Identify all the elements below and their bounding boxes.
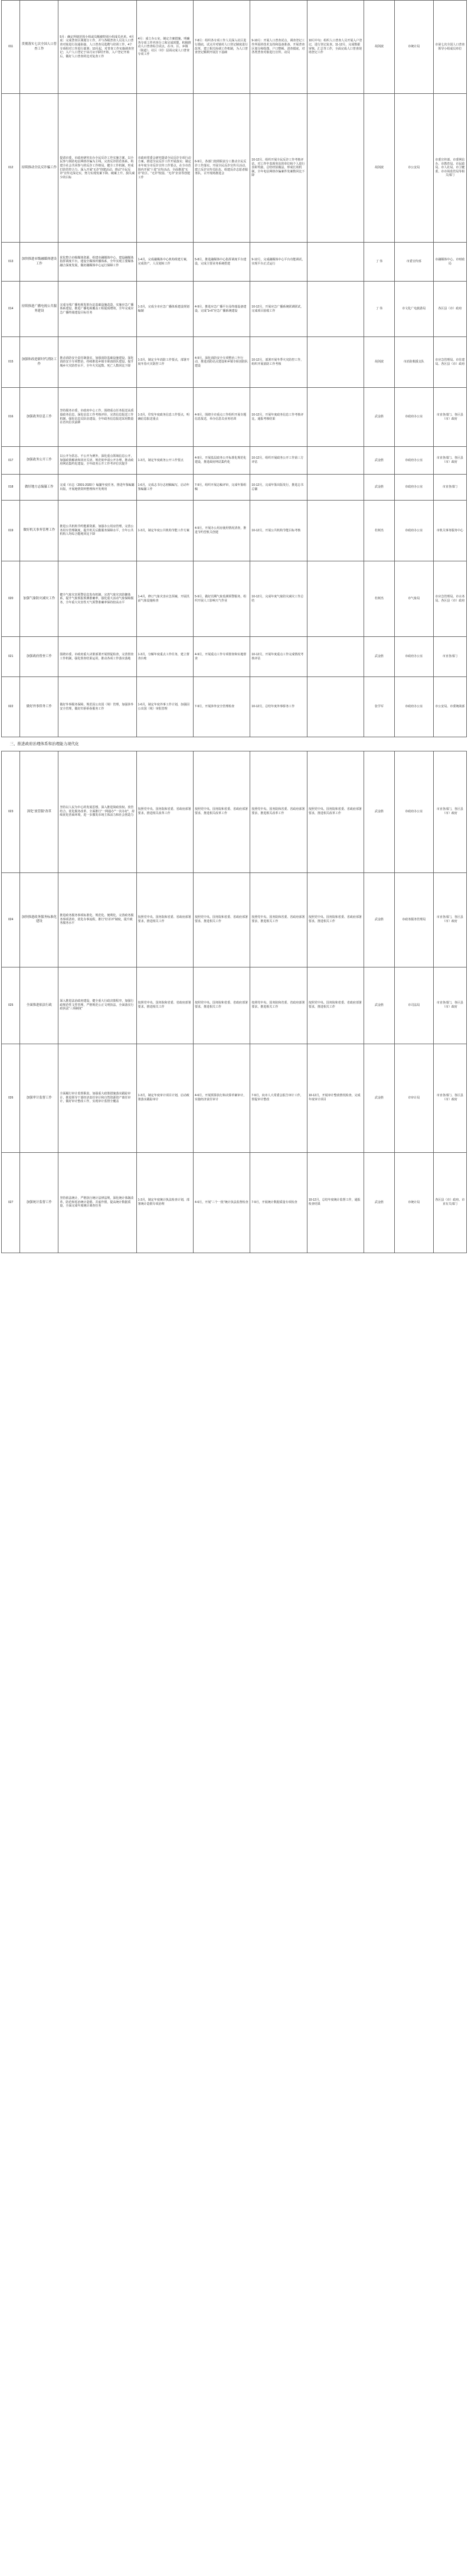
quarter-step-2: 6-9月，各部门按照职责分工推动全民反诈工作落实。开展全民反诈宣传月活动，建立反诈宣传员队伍，组建反诈志愿者服务队，召开现场推进会 [194, 94, 250, 243]
table-row [2, 561, 467, 637]
responsible-leader: 胡剑波 [364, 1, 395, 94]
row-number: 017 [2, 447, 20, 475]
row-number: 025 [2, 967, 20, 1044]
responsible-leader: 胡剑波 [364, 337, 395, 388]
quarter-step-1: 4月：成立办公室，制定方案措施，明确各专项工作内容分工和完成时限，积极推动人口普查综合试点，在市、区、乡镇（街道）、社区（村）层面完成人口普查专项工作 [136, 1, 193, 94]
quarter-step-3: 10-12月，开展公共机构节能目标考核 [250, 501, 307, 561]
quarter-step-1: 1-3月，制定年度统计执法检查计划，部署统计造假专项治理 [136, 1152, 193, 1253]
responsible-leader: 胡剑波 [364, 94, 395, 243]
section-row [2, 737, 467, 751]
task-title: 加强政务信息工作 [20, 388, 58, 447]
table-row [2, 243, 467, 282]
lead-unit: 市气象局 [394, 561, 433, 637]
task-title: 加快推进市级融媒体建设工作 [20, 243, 58, 282]
table-row [2, 475, 467, 501]
section-heading: 三、推进政府治理体系和治理能力现代化 [9, 742, 79, 746]
quarter-step-4 [307, 637, 364, 677]
quarter-step-3: 按照党中央、国务院和省委、省政府部署要求，推进相关工作 [250, 967, 307, 1044]
quarter-step-2: 4-9月，开展基层政务公开标准化规范化建设，推进政府网站集约化 [194, 447, 250, 475]
quarter-step-3: 10-12月，总结年度外事侨务工作 [250, 677, 307, 737]
cooperating-units: 市委宣传部、市委网信办、市教育局、市民政局、市人社局、市卫健委、市市场监管局等相关部门 [433, 94, 466, 243]
quarter-step-3: 10-12月，组织开展政务公开工作第三方评估 [250, 447, 307, 475]
task-title: 持续推动全民反诈骗工作 [20, 94, 58, 243]
lead-unit: 市文化广电旅游局 [394, 282, 433, 337]
cooperating-units: 市直各部门 [433, 637, 466, 677]
quarter-step-1: 1-3月，印发年度政务信息工作要点，明确信息报送重点 [136, 388, 193, 447]
quarter-step-4: 按照党中央、国务院和省委、省政府部署要求，推进相关工作 [307, 967, 364, 1044]
quarter-step-2: 4-6月，开展“三个一批”统计执法监督检查 [194, 1152, 250, 1253]
table-row [2, 677, 467, 737]
lead-unit: 市政府办公室 [394, 447, 433, 475]
quarter-step-2: 4-9月，深化消防安全专项整治三年行动，推进消防站点建设和乡镇专职消防队建设 [194, 337, 250, 388]
quarter-step-3: 10-12月，完成年度气象防灾减灾工作总结 [250, 561, 307, 637]
responsible-leader: 了 伟 [364, 243, 395, 282]
task-title: 加强和改进新时代消防工作 [20, 337, 58, 388]
table-row [2, 388, 467, 447]
task-title: 加快推进政务服务标准化建设 [20, 872, 58, 967]
quarter-step-4 [307, 388, 364, 447]
task-content: 提请市委、市政府研究出台全民反诈工作实施方案，以全民参与预防电信网络诈骗为主线，完善反诈防范体系，构建全社会共同参与的反诈工作格局，健全工作机制，形成打防管控合力，深入开展“无诈”创建活动，推动“全民反诈”宣传走深走实，努力实现发案下降、破案上升、损失减少的目标 [58, 94, 136, 243]
responsible-leader: 武金胜 [364, 872, 395, 967]
cooperating-units: 市直各部门 [433, 475, 466, 501]
responsible-leader: 张学军 [364, 677, 395, 737]
quarter-step-1: 按照党中央、国务院和省委、省政府部署要求，推进相关工作 [136, 967, 193, 1044]
task-content: 坚持以人民为中心的发展思想，深入推进简政放权、放管结合、优化服务改革，全面推行“一网通办”“一次办好”，持续优化营商环境，进一步激发市场主体活力和社会创造力 [58, 751, 136, 872]
quarter-step-1: 1-6月，完成志书分志初稿编写，启动年鉴编纂工作 [136, 475, 193, 501]
quarter-step-2: 4-9月，围绕全市重点工作组织开展专题信息报送，举办信息员业务培训 [194, 388, 250, 447]
quarter-step-2: 5-9月，做好汛期气象监测预警服务，组织开展人工影响天气作业 [194, 561, 250, 637]
responsible-leader: 杜树杰 [364, 501, 395, 561]
responsible-leader: 武金胜 [364, 1044, 395, 1152]
quarter-step-2: 7-9月，组织开展志稿评审，完成年鉴组稿 [194, 475, 250, 501]
cooperating-units: 市直各部门，各区县（市）政府 [433, 872, 466, 967]
quarter-step-3: 10-12月，组织开展全民反诈工作考核评估，对工作中表现突出的单位和个人进行表彰奖励，总结经验做法，形成长效机制，全年电信网络诈骗案件发案数同比下降 [250, 94, 307, 243]
lead-unit: 市统计局 [394, 1152, 433, 1253]
table-row [2, 501, 467, 561]
cooperating-units: 市机关事务服务中心 [433, 501, 466, 561]
responsible-leader: 武金胜 [364, 967, 395, 1044]
quarter-step-3: 10-12月，开展年度政务信息工作考核评比，通报考核结果 [250, 388, 307, 447]
row-number: 015 [2, 337, 20, 388]
quarter-step-3: 10-12月，开展年度重点工作完成情况考核评估 [250, 637, 307, 677]
quarter-step-1: 1-3月，制定年度政务公开工作要点 [136, 447, 193, 475]
task-content: 坚持服务市委、市政府中心工作，围绕重点任务报送高质量政务信息，深化信息工作考核评价，完善信息报送工作机制，强化信息员队伍建设，全年政务信息报送采用数量在省内位次前移 [58, 388, 136, 447]
lead-unit: 市统计局 [394, 1, 433, 94]
table-row [2, 447, 467, 475]
quarter-step-4 [307, 447, 364, 475]
task-title: 加强政务公开工作 [20, 447, 58, 475]
lead-unit: 市政府办公室 [394, 475, 433, 501]
responsible-leader: 武金胜 [364, 475, 395, 501]
quarter-step-1: 1-6月，制定年度外事工作计划，加强因公出国（境）审批管理 [136, 677, 193, 737]
lead-unit: 市消防救援支队 [394, 337, 433, 388]
table-row [2, 94, 467, 243]
responsible-leader: 武金胜 [364, 637, 395, 677]
quarter-step-4: 10月中旬：组织人口普查人员开展入户登记，进行登记复查。11-12月，完成数据审核、汇总等工作，全面完成人口普查现场登记工作 [307, 1, 364, 94]
task-content: 5月：确定所辖范围小组或员额被特别小组成员名单。4月底：完成普查区域划分工作，并与各级普查人员及人口普查对象进行沟通衔接、人口普查员选聘与培训工作，4个专项组对工作进行部署；10月起，对普查工作实施调查登记；入户人口登记于11月1日零时开始，入户登记开始后，做好人口普查的比对复查工作 [58, 1, 136, 94]
quarter-step-2: 7-9月，开展涉外安全管理检查 [194, 677, 250, 737]
row-number: 024 [2, 872, 20, 967]
table-row [2, 967, 467, 1044]
task-content: 以公开为常态、不公开为例外，深化重点领域信息公开，加强政策解读和回应关切，规范依申请公开办理，推动政府网站集约化建设，全年政务公开工作考评位次提升 [58, 447, 136, 475]
quarter-step-4 [307, 561, 364, 637]
quarter-step-4 [307, 501, 364, 561]
quarter-step-4 [307, 243, 364, 282]
quarter-step-1: 1-3月，分解年度重点工作任务，建立督查台账 [136, 637, 193, 677]
quarter-step-3: 9-10月：开展人口普查试点，调查登记工作所需的技术支持和设备准备，开展普查区划分和绘图、户口整顿、清查摸底，对各类普查对象进行宣传、动员 [250, 1, 307, 94]
cooperating-units: 市第七次全国人口普查领导小组成员单位 [433, 1, 466, 94]
cooperating-units: 市公安局、市委统战部 [433, 677, 466, 737]
responsible-leader: 武金胜 [364, 1152, 395, 1253]
row-number: 022 [2, 677, 20, 737]
task-content: 全面履行审计监督职责，加强重大政策措施落实跟踪审计，推进领导干部经济责任审计和自然资源资产离任审计，做好审计整改工作，实现审计监督全覆盖 [58, 1044, 136, 1152]
table-row [2, 872, 467, 967]
lead-unit: 市政府办公室 [394, 677, 433, 737]
responsible-leader: 了 伟 [364, 282, 395, 337]
quarter-step-2: 5-8月，推进融媒体中心指挥调度平台建设，完成主要业务系统搭建 [194, 243, 250, 282]
row-number: 016 [2, 388, 20, 447]
task-content: 推进政务服务事项标准化、规范化、便利化，完善政务服务事项清单，优化办事流程，推行“好差评”制度，提升政务服务水平 [58, 872, 136, 967]
quarter-step-3: 9-12月，完成融媒体中心平台功能调试，实现平台正式运行 [250, 243, 307, 282]
quarter-step-4 [307, 282, 364, 337]
task-content: 健全气象灾害预警信息发布机制，完善气象灾害防御体系，提升气象预报预测准确率，强化重大活动气象保障服务，全年重大灾害性天气预警准确率保持较高水平 [58, 561, 136, 637]
cooperating-units: 各区县（市）政府 [433, 282, 466, 337]
task-title: 贯彻落实七次全国人口普查工作 [20, 1, 58, 94]
quarter-step-2: 按照党中央、国务院和省委、省政府部署要求，推进相关工作 [194, 872, 250, 967]
table-body-before [2, 1, 467, 737]
quarter-step-4: 按照党中央、国务院和省委、省政府部署要求，推进相关工作 [307, 872, 364, 967]
task-title: 做好地方志编纂工作 [20, 475, 58, 501]
lead-unit: 市公安局 [394, 94, 433, 243]
row-number: 026 [2, 1044, 20, 1152]
cooperating-units: 市直各部门，各区县（市）政府 [433, 751, 466, 872]
quarter-step-1: 按照党中央、国务院和省委、省政府部署要求，推进相关工作 [136, 872, 193, 967]
task-content: 优化整合市级媒体资源，组建市融媒体中心，建设融媒体指挥调度平台，建设全媒体传播体系，全年实现主要媒体融合深度发展，做好融媒体中心运行保障工作 [58, 243, 136, 282]
quarter-step-4 [307, 475, 364, 501]
row-number: 019 [2, 501, 20, 561]
table-row [2, 1, 467, 94]
quarter-step-3: 10-12月，部署开展冬季火灾防控工作，组织开展消防工作考核 [250, 337, 307, 388]
task-content: 推进公共机构节约能源资源，加强办公用房管理，完善公务用车管理制度，提升机关后勤服务保障水平，全年公共机构人均综合能耗同比下降 [58, 501, 136, 561]
lead-unit: 市政务服务管理局 [394, 872, 433, 967]
row-number: 014 [2, 282, 20, 337]
task-title: 加强气象防灾减灾工作 [20, 561, 58, 637]
lead-unit: 市政府办公室 [394, 501, 433, 561]
row-number: 012 [2, 94, 20, 243]
task-content: 坚持依法统计，严格执行统计法律法规，深化统计体制改革，防范和惩治统计造假、弄虚作假，提高统计数据质量，全面完成年度统计调查任务 [58, 1152, 136, 1253]
task-title: 深化“放管服”改革 [20, 751, 58, 872]
lead-unit: 市委宣传部 [394, 243, 433, 282]
table-row [2, 337, 467, 388]
quarter-step-1: 1-4月，完成融媒体中心机构组建方案，完成资产、人员划转工作 [136, 243, 193, 282]
row-number: 020 [2, 561, 20, 637]
row-number: 021 [2, 637, 20, 677]
row-number: 027 [2, 1152, 20, 1253]
quarter-step-4 [307, 337, 364, 388]
task-title: 做好机关事务管理工作 [20, 501, 58, 561]
task-title: 做好外事侨务工作 [20, 677, 58, 737]
responsible-leader: 武金胜 [364, 447, 395, 475]
quarter-step-1: 1-4月，修订气象灾害应急预案，开展汛前气象设施检查 [136, 561, 193, 637]
responsible-leader: 杜树杰 [364, 561, 395, 637]
task-content: 完成《市志（2001-2020）》编纂年度任务，推进年鉴编纂出版，开展地情资料整理和开发利用 [58, 475, 136, 501]
task-title: 加强统计监督工作 [20, 1152, 58, 1253]
lead-unit: 市政府办公室 [394, 388, 433, 447]
quarter-step-2: 4-6月，开展预算执行和决算草案审计，实施经济责任审计 [194, 1044, 250, 1152]
quarter-step-2: 按照党中央、国务院和省委、省政府部署要求，推进相关工作 [194, 967, 250, 1044]
quarter-step-3: 7-9月，向市人大常委会报告审计工作，督促审计整改 [250, 1044, 307, 1152]
task-content: 围绕市委、市政府重大决策部署开展督促检查，完善督查工作机制，强化督查结果运用，推动各项工作落实落地 [58, 637, 136, 677]
table-row [2, 1152, 467, 1253]
section-block [2, 737, 467, 751]
cooperating-units: 市直各部门，各区县（市）政府 [433, 967, 466, 1044]
quarter-step-2: 4-9月，推进应急广播平台及终端设备建设，完成“1+X”应急广播系统建设 [194, 282, 250, 337]
table-row [2, 1044, 467, 1152]
quarter-step-3: 10-12月，开展应急广播系统联调联试，完成项目验收工作 [250, 282, 307, 337]
cooperating-units: 市直各部门、各区县（市）政府 [433, 447, 466, 475]
cooperating-units: 市直各部门、各区县（市）政府 [433, 388, 466, 447]
quarter-step-4: 按照党中央、国务院和省委、省政府部署要求，推进相关改革工作 [307, 751, 364, 872]
cooperating-units: 市直各部门、各区县（市）政府 [433, 1044, 466, 1152]
cooperating-units: 各区县（市）政府、市直有关部门 [433, 1152, 466, 1253]
responsible-leader: 武金胜 [364, 751, 395, 872]
quarter-step-1: 1-3月，完成全市应急广播体系建设规划编制 [136, 282, 193, 337]
cooperating-units: 市应急管理局、市住建局、各区县（市）政府 [433, 337, 466, 388]
cooperating-units: 市应急管理局、市水务局、各区县（市）政府 [433, 561, 466, 637]
task-content: 完成无线广播电视发射台站基础设施改造，实施应急广播体系建设，推进广播电视覆盖工程提质增效，全年完成应急广播终端建设目标任务 [58, 282, 136, 337]
quarter-step-1: 1-3月，制定全年消防工作要点，部署开展冬春火灾防控工作 [136, 337, 193, 388]
quarter-step-4: 10-12月，开展审计整改情况检查，完成年度审计项目 [307, 1044, 364, 1152]
task-title: 加强审计监督工作 [20, 1044, 58, 1152]
task-title: 加强政府督查工作 [20, 637, 58, 677]
table-row [2, 282, 467, 337]
quarter-step-3: 7-9月，开展统计数据质量专项检查 [250, 1152, 307, 1253]
responsible-leader: 武金胜 [364, 388, 395, 447]
quarter-step-2: 7-8月：组织各专项工作人员深入社区进行摸底，试点并对镇村人口登记制度进行改革，建立相关协调工作机制，为人口普查登记顺利开展打下基础 [194, 1, 250, 94]
lead-unit: 市政府办公室 [394, 637, 433, 677]
lead-unit: 市政府办公室 [394, 751, 433, 872]
lead-unit: 市司法局 [394, 967, 433, 1044]
task-title: 持续推进广播电视公共服务建设 [20, 282, 58, 337]
table-row [2, 637, 467, 677]
quarter-step-3: 10-12月，完成年鉴出版发行，推进志书总纂 [250, 475, 307, 501]
row-number: 011 [2, 1, 20, 94]
lead-unit: 市审计局 [394, 1044, 433, 1152]
task-table [1, 0, 467, 1253]
table-body-after [2, 751, 467, 1253]
row-number: 018 [2, 475, 20, 501]
quarter-step-2: 按照党中央、国务院和省委、省政府部署要求，推进相关改革工作 [194, 751, 250, 872]
quarter-step-1: 市政府常委会研究提请全民反诈专项行动方案，推进全民反诈工作开展落实；制定本年度全市反诈宣传工作要点，在全市范围内开展“十进”宣传活动，全面推进“无诈”社区、“无诈”校园、“无诈”企业等创建工作 [136, 94, 193, 243]
quarter-step-4 [307, 677, 364, 737]
quarter-step-4: 10-12月，总结年度统计监督工作，通报检查结果 [307, 1152, 364, 1253]
quarter-step-2: 4-9月，开展办公用房使用情况清查，推进节约型机关创建 [194, 501, 250, 561]
cooperating-units: 市融媒体中心、市财政局 [433, 243, 466, 282]
task-content: 深入推进法治政府建设，健全重大行政决策程序，加强行政规范性文件管理，严格规范公正文明执法，全面落实行政执法“三项制度” [58, 967, 136, 1044]
task-content: 推动消防安全责任制落实，加强消防基础设施建设，深化消防安全专项整治，持续推进乡镇专职消防队建设，提升城乡火灾防控水平，全年火灾起数、死亡人数同比下降 [58, 337, 136, 388]
task-content: 做好外事服务保障，规范因公出国（境）管理，加强涉外安全管理，做好归侨侨眷服务工作 [58, 677, 136, 737]
quarter-step-3: 按照党中央、国务院和省委、省政府部署要求，推进相关改革工作 [250, 751, 307, 872]
quarter-step-1: 按照党中央、国务院和省委、省政府部署要求，推进相关改革工作 [136, 751, 193, 872]
quarter-step-1: 1-3月，制定年度审计项目计划，启动政策落实跟踪审计 [136, 1044, 193, 1152]
table-row [2, 751, 467, 872]
quarter-step-3: 按照党中央、国务院和省委、省政府部署要求，推进相关工作 [250, 872, 307, 967]
row-number: 013 [2, 243, 20, 282]
quarter-step-4 [307, 94, 364, 243]
task-title: 全面推进依法行政 [20, 967, 58, 1044]
quarter-step-2: 4-9月，开展重点工作专项督查和实地督查 [194, 637, 250, 677]
row-number: 023 [2, 751, 20, 872]
quarter-step-1: 1-3月，制定年度公共机构节能工作方案 [136, 501, 193, 561]
